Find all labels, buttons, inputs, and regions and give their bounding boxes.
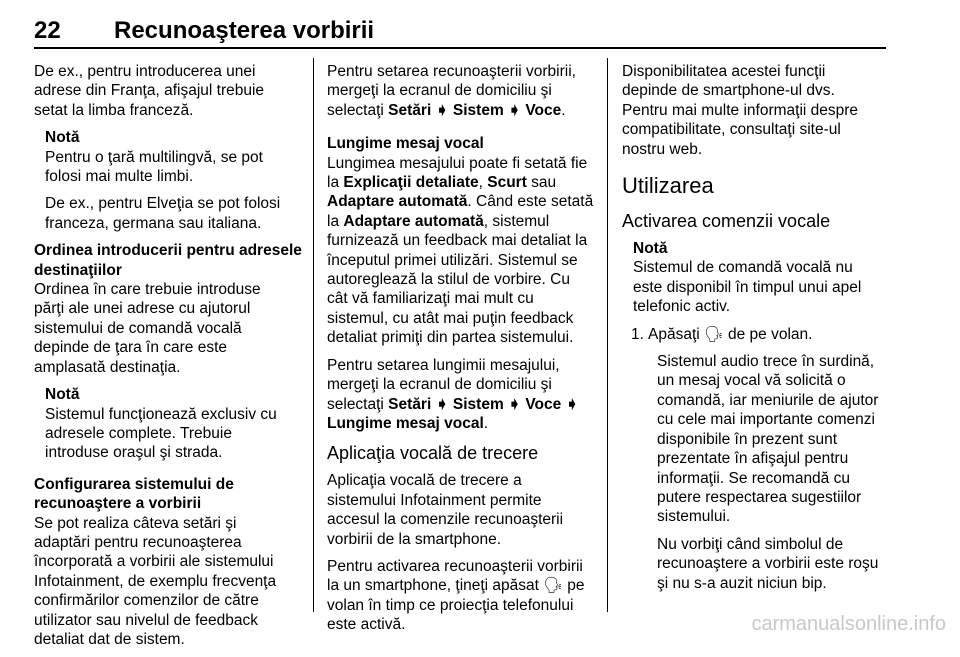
note-phone-call: Notă Sistemul de comandă vocală nu este disponibil în timpul unui apel telefonic activ. [633, 239, 888, 317]
column-2 [327, 62, 594, 643]
intro-paragraph: De ex., pentru introducerea unei adrese din Franţa, afişajul trebuie setat la limba franceză. [34, 63, 265, 119]
settings-path-paragraph: Pentru setarea recunoaşterii vorbirii, mergeţi la ecranul de domiciliu şi selectaţi Setări ➧ Sistem ➧ Voce. [327, 63, 576, 119]
step-1-warning: Nu vorbiţi când simbolul de recunoaştere a vorbirii este roşu şi nu s-a auzit niciun bip. [657, 535, 879, 592]
arrow-icon: ➧ [435, 101, 449, 119]
note-label: Notă [45, 386, 80, 404]
step-1: 1. Apăsaţi 🗣 de pe volan. Sistemul audio trece în surdină, un mesaj vocal vă solicită o comandă, iar meniurile de ajutor cu cele mai importante comenzi disponibile în prezent sunt prezentate în afişajul pentru informaţii. Se recomandă cu putere respectarea sugestiilor sistemului. Nu vorbiţi când simbolul de recunoaştere a vorbirii este roşu şi nu s-a auzit niciun bip. [631, 325, 888, 593]
menu-path-voice: Voce [525, 101, 562, 119]
page-number: 22 [34, 17, 61, 44]
heading-activate-voice: Activarea comenzii vocale [622, 211, 831, 232]
step-number: 1. [631, 325, 644, 343]
section-title-configuration: Configurarea sistemului de recunoaştere a vorbirii [34, 475, 234, 513]
menu-path-system: Sistem [452, 101, 504, 119]
column-divider-2 [607, 58, 608, 612]
column-1 [34, 62, 302, 657]
column-3 [622, 62, 888, 601]
step-1-detail: Sistemul audio trece în surdină, un mesaj vocal vă solicită o comandă, iar meniurile de ajutor cu cele mai importante comenzi disponibile în prezent sunt prezentate în afişajul pentru informaţii. Se recomandă cu putere respectarea sugestiilor sistemului. [657, 353, 879, 526]
address-order-body: Ordinea în care trebuie introduse părţi ale unei adrese cu ajutorul sistemului de comandă vocală depinde de ţara în care este amplasată destinaţia. [34, 281, 261, 376]
voice-command-icon: 🗣 [704, 325, 724, 343]
note-complete-addresses: Notă Sistemul funcţionează exclusiv cu adresele complete. Trebuie introduse oraşul şi strada. [45, 385, 296, 463]
arrow-icon: ➧ [508, 101, 522, 119]
arrow-icon: ➧ [435, 395, 449, 413]
passthrough-body-1: Aplicaţia vocală de trecere a sistemului Infotainment permite accesul la comenzile recunoaşterii vorbirii de la smartphone. [327, 472, 564, 548]
message-length-path-paragraph: Pentru setarea lungimii mesajului, mergeţi la ecranul de domiciliu şi selectaţi Setări ➧ Sistem ➧ Voce ➧ Lungime mesaj vocal. [327, 356, 579, 432]
note-label: Notă [633, 240, 668, 258]
column-divider-1 [313, 58, 314, 612]
header-divider [34, 47, 886, 49]
availability-paragraph: Disponibilitatea acestei funcţii depinde de smartphone-ul dvs. Pentru mai multe informaţii despre compatibilitate, consultaţi site-ul nostru web. [622, 63, 859, 158]
configuration-body: Se pot realiza câteva setări şi adaptări pentru recunoaşterea încorporată a vorbirii ale sistemului Infotainment, de exemplu frecvenţa confirmărilor comenzilor de către utilizator sau nivelul de feedback detaliat dat de sistem. [34, 514, 277, 648]
page-header [34, 17, 886, 51]
note-label: Notă [45, 129, 80, 147]
passthrough-body-2: Pentru activarea recunoaşterii vorbirii la un smartphone, ţineţi apăsat 🗣 pe volan în timp ce proiecţia telefonului este activă. [327, 557, 585, 634]
heading-usage: Utilizarea [622, 173, 714, 199]
subheading-message-length: Lungime mesaj vocal [327, 135, 484, 153]
watermark: carmanualsonline.info [751, 613, 946, 635]
arrow-icon: ➧ [508, 395, 522, 413]
message-length-body: Lungimea mesajului poate fi setată fie la Explicaţii detaliate, Scurt sau Adaptare automată. Când este setată la Adaptare automată, sistemul furnizează un feedback mai detaliat la începutul primei utilizări. Sistemul se autoreglează la stilul de vorbire. Cu cât vă familiarizaţi mai mult cu sistemul, cu atât mai puţin feedback detaliat primiţi din partea sistemului. [327, 154, 594, 347]
voice-command-icon: 🗣 [543, 577, 563, 595]
arrow-icon: ➧ [565, 395, 579, 413]
heading-passthrough-app: Aplicaţia vocală de trecere [327, 443, 539, 464]
note-multilingual: Notă Pentru o ţară multilingvă, se pot folosi mai multe limbi. De ex., pentru Elveţia se pot folosi franceza, germana sau italiana. [45, 128, 296, 233]
menu-path-settings: Setări [388, 101, 432, 119]
section-title-address-order: Ordinea introducerii pentru adresele destinaţiilor [34, 242, 302, 279]
page-title: Recunoaşterea vorbirii [114, 17, 375, 44]
